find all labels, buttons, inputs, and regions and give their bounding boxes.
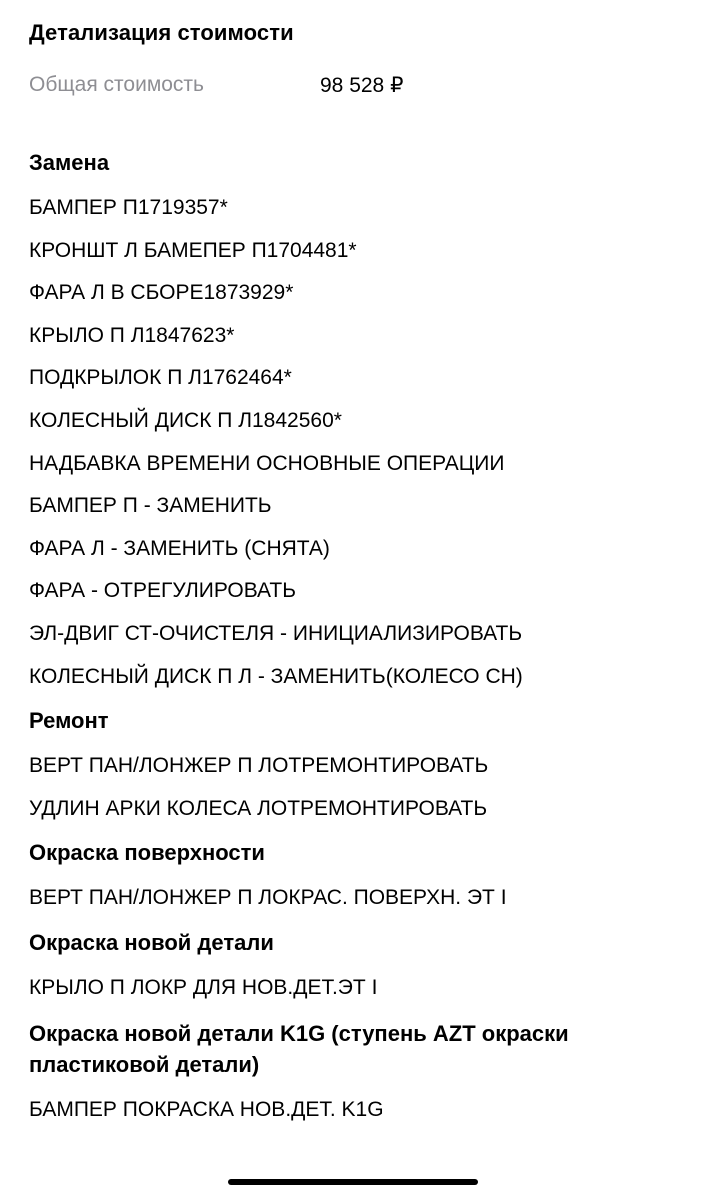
list-item: КРЫЛО П Л1847623* — [29, 323, 235, 347]
list-item: БАМПЕР П - ЗАМЕНИТЬ — [29, 494, 272, 518]
list-item: КРОНШТ Л БАМЕПЕР П1704481* — [29, 238, 357, 262]
section-heading: Окраска поверхности — [29, 840, 265, 866]
list-item: БАМПЕР ПОКРАСКА НОВ.ДЕТ. K1G — [29, 1097, 384, 1121]
list-item: ВЕРТ ПАН/ЛОНЖЕР П ЛОКРАС. ПОВЕРХН. ЭТ I — [29, 886, 507, 910]
list-item: ВЕРТ ПАН/ЛОНЖЕР П ЛОТРЕМОНТИРОВАТЬ — [29, 754, 489, 778]
list-item: ФАРА - ОТРЕГУЛИРОВАТЬ — [29, 579, 297, 603]
list-item: НАДБАВКА ВРЕМЕНИ ОСНОВНЫЕ ОПЕРАЦИИ — [29, 451, 505, 475]
list-item: КОЛЕСНЫЙ ДИСК П Л - ЗАМЕНИТЬ(КОЛЕСО СН) — [29, 664, 523, 688]
list-item: ФАРА Л В СБОРЕ1873929* — [29, 281, 294, 305]
cost-sections — [29, 148, 686, 1139]
list-item: УДЛИН АРКИ КОЛЕСА ЛОТРЕМОНТИРОВАТЬ — [29, 796, 488, 820]
section-heading: Окраска новой детали — [29, 929, 274, 955]
total-cost-value: 98 528 ₽ — [320, 74, 404, 97]
item-list — [29, 745, 686, 830]
item-list — [29, 877, 686, 920]
list-item: БАМПЕР П1719357* — [29, 196, 228, 219]
section-repair — [29, 706, 686, 830]
home-indicator[interactable] — [228, 1179, 478, 1185]
list-item: ФАРА Л - ЗАМЕНИТЬ (СНЯТА) — [29, 536, 330, 560]
list-item: ПОДКРЫЛОК П Л1762464* — [29, 366, 292, 390]
item-list — [29, 187, 686, 698]
section-replacement — [29, 148, 686, 698]
section-heading: Окраска новой детали K1G (ступень AZT окраски пластиковой детали) — [29, 1020, 569, 1077]
list-item: КРЫЛО П ЛОКР ДЛЯ НОВ.ДЕТ.ЭТ I — [29, 975, 378, 999]
item-list — [29, 967, 686, 1010]
list-item: ЭЛ-ДВИГ СТ-ОЧИСТЕЛЯ - ИНИЦИАЛИЗИРОВАТЬ — [29, 621, 523, 645]
section-new-part-painting — [29, 928, 686, 1010]
section-heading: Замена — [29, 150, 110, 175]
section-surface-painting — [29, 838, 686, 920]
item-list — [29, 1089, 686, 1132]
list-item: КОЛЕСНЫЙ ДИСК П Л1842560* — [29, 408, 342, 432]
section-heading: Ремонт — [29, 708, 109, 734]
section-new-part-painting-k1g — [29, 1018, 686, 1132]
total-cost-label: Общая стоимость — [29, 73, 204, 96]
page-title: Детализация стоимости — [29, 20, 294, 45]
